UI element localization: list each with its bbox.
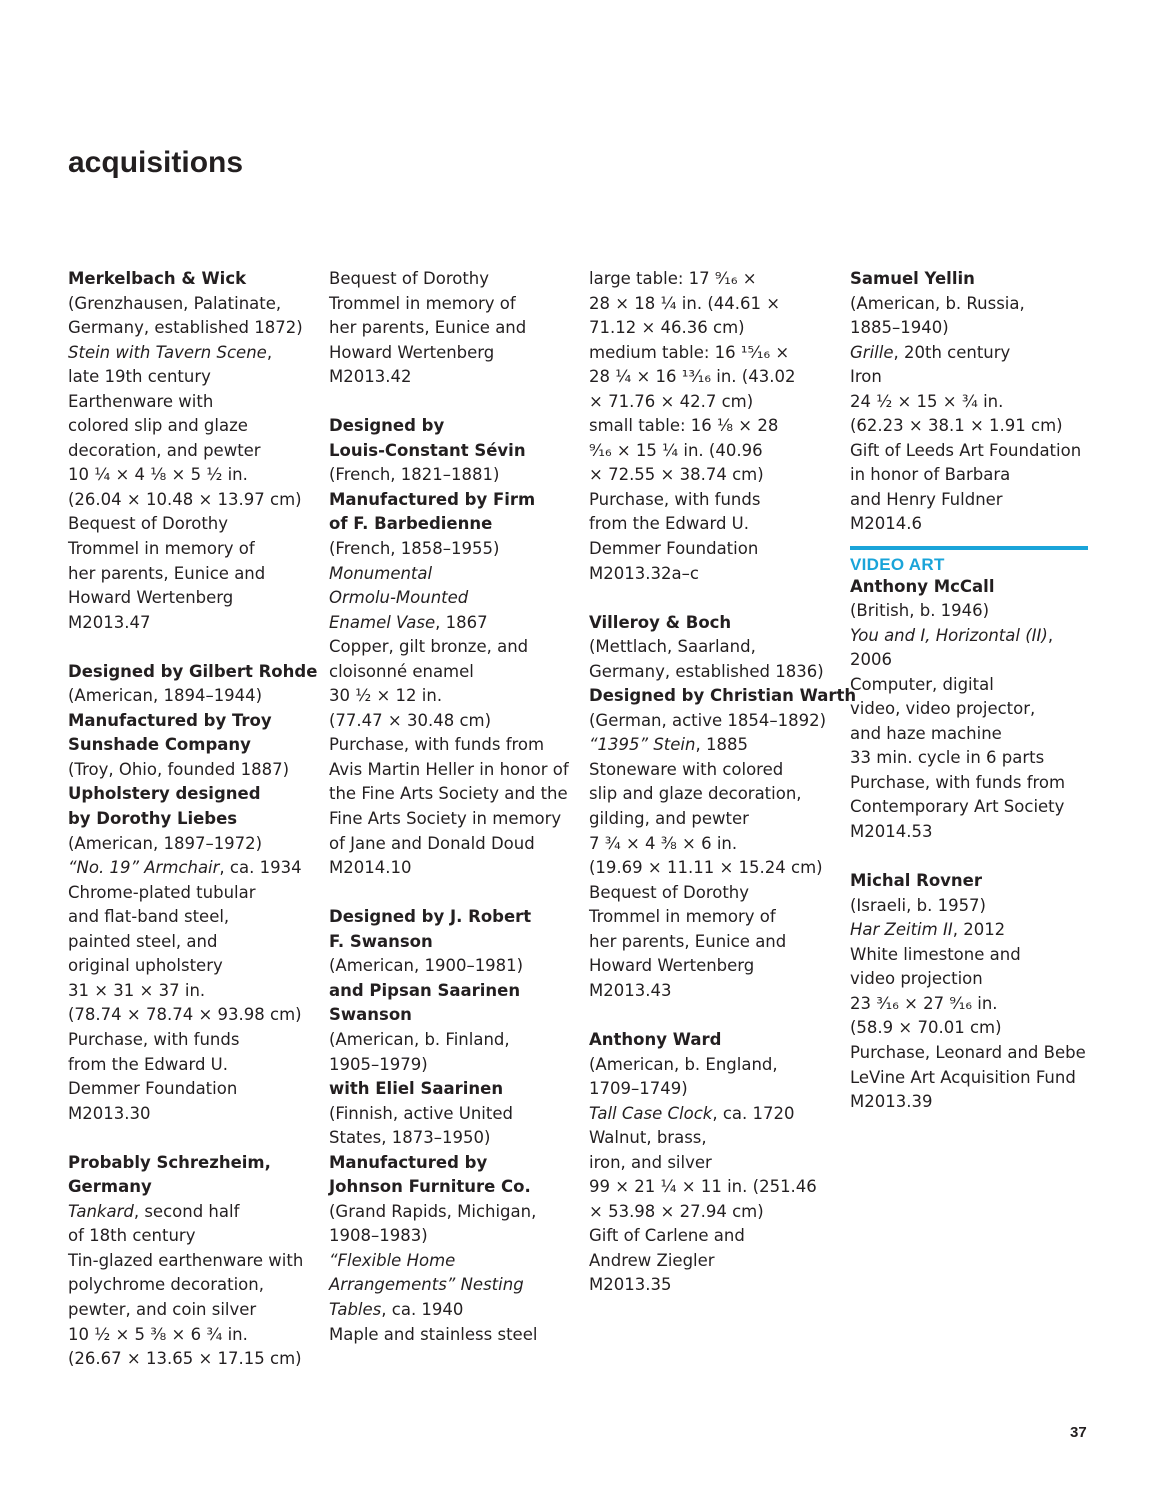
entry-line: (62.23 × 38.1 × 1.91 cm) bbox=[850, 416, 1063, 436]
entry-text: , second half bbox=[133, 1201, 240, 1221]
entry-line: Avis Martin Heller in honor of bbox=[329, 759, 569, 779]
entry-line: (American, b. Russia, bbox=[850, 293, 1025, 313]
entry-line: from the Edward U. bbox=[589, 514, 750, 534]
entry-line: of Jane and Donald Doud bbox=[329, 833, 535, 853]
entry-maker: Manufactured by Firm bbox=[329, 489, 536, 509]
artwork-title: Enamel Vase bbox=[329, 612, 436, 632]
entry-line: (26.04 × 10.48 × 13.97 cm) bbox=[68, 489, 302, 509]
entry-text: , ca. 1934 bbox=[219, 858, 302, 878]
entry-line: Howard Wertenberg bbox=[589, 956, 755, 976]
entry-spacer bbox=[589, 1003, 835, 1028]
entry-text: , 20th century bbox=[893, 342, 1011, 362]
entry-maker: F. Swanson bbox=[329, 931, 433, 951]
entry-line: Purchase, with funds bbox=[589, 489, 761, 509]
entry-line: Bequest of Dorothy bbox=[329, 269, 490, 288]
entry-spacer bbox=[850, 845, 1088, 870]
entry-line: (Grenzhausen, Palatinate, bbox=[68, 293, 282, 313]
entry-line: polychrome decoration, bbox=[68, 1275, 264, 1295]
entry-line: from the Edward U. bbox=[68, 1054, 229, 1074]
entry-line: Gift of Leeds Art Foundation bbox=[850, 440, 1082, 460]
entry-line bbox=[589, 733, 835, 758]
entry-line: (American, 1897–1972) bbox=[68, 833, 263, 853]
entry-maker: Louis-Constant Sévin bbox=[329, 440, 526, 460]
entry-text: , 2012 bbox=[952, 920, 1006, 940]
entry-text: , bbox=[266, 342, 273, 362]
entry-maker: Manufactured by Troy bbox=[68, 710, 272, 730]
entry-line: Germany, established 1836) bbox=[589, 661, 824, 681]
entry-line: Gift of Carlene and bbox=[589, 1226, 745, 1246]
entry-line: and flat-band steel, bbox=[68, 907, 230, 927]
entry-maker: Designed by J. Robert bbox=[329, 907, 532, 927]
entry-spacer bbox=[68, 1126, 314, 1151]
entry-line: slip and glaze decoration, bbox=[589, 784, 802, 804]
entry-line: colored slip and glaze bbox=[68, 416, 248, 436]
entry-line: 23 ³⁄₁₆ × 27 ⁹⁄₁₆ in. bbox=[850, 993, 998, 1013]
entry-line: cloisonné enamel bbox=[329, 661, 474, 681]
entry-line: medium table: 16 ¹⁵⁄₁₆ × bbox=[589, 342, 790, 362]
entry-line: × 72.55 × 38.74 cm) bbox=[589, 465, 764, 485]
entry-line: (American, 1900–1981) bbox=[329, 956, 524, 976]
entry-line: M2014.53 bbox=[850, 822, 933, 842]
artwork-title: Har Zeitim II bbox=[850, 920, 953, 940]
artwork-title: Monumental bbox=[329, 563, 433, 583]
entry-maker: with Eliel Saarinen bbox=[329, 1079, 504, 1099]
entry-line: Germany, established 1872) bbox=[68, 318, 303, 338]
entry-line: (58.9 × 70.01 cm) bbox=[850, 1018, 1002, 1038]
entry-line: 30 ½ × 12 in. bbox=[329, 686, 443, 706]
section-heading: VIDEO ART bbox=[850, 555, 945, 575]
entry-line bbox=[850, 918, 1088, 943]
entry-line: M2013.30 bbox=[68, 1103, 151, 1123]
entry-line: Purchase, with funds from bbox=[329, 735, 545, 755]
entry-maker: Germany bbox=[68, 1177, 152, 1197]
entry-line bbox=[68, 341, 314, 366]
entry-line: video projection bbox=[850, 969, 983, 989]
entry-line: 1908–1983) bbox=[329, 1226, 428, 1246]
entry-maker: Probably Schrezheim, bbox=[68, 1152, 271, 1172]
entry-line: Trommel in memory of bbox=[68, 539, 255, 559]
entry-line: (Israeli, b. 1957) bbox=[850, 895, 986, 915]
entry-line: Demmer Foundation bbox=[68, 1079, 238, 1099]
entry-line: original upholstery bbox=[68, 956, 223, 976]
entry-line: (American, b. Finland, bbox=[329, 1029, 510, 1049]
entry-text: , bbox=[1047, 625, 1054, 645]
entry-line: (British, b. 1946) bbox=[850, 601, 990, 621]
entry-line: ⁹⁄₁₆ × 15 ¼ in. (40.96 bbox=[589, 440, 763, 460]
entry-line bbox=[850, 341, 1088, 366]
entry-line: and haze machine bbox=[850, 723, 1002, 743]
entry-maker: Upholstery designed bbox=[68, 784, 261, 804]
artwork-title: “Flexible Home bbox=[329, 1250, 456, 1270]
entry-line: LeVine Art Acquisition Fund bbox=[850, 1067, 1076, 1087]
entry-line: 1885–1940) bbox=[850, 318, 949, 338]
entry-line: Howard Wertenberg bbox=[68, 588, 234, 608]
entry-line: (Finnish, active United bbox=[329, 1103, 513, 1123]
entry-line bbox=[850, 624, 1088, 649]
entry-spacer bbox=[329, 881, 575, 906]
entry-maker: Swanson bbox=[329, 1005, 412, 1025]
entry-spacer bbox=[589, 586, 835, 611]
entry-line: the Fine Arts Society and the bbox=[329, 784, 568, 804]
entry-line: decoration, and pewter bbox=[68, 440, 261, 460]
artwork-title: Arrangements” Nesting bbox=[329, 1275, 524, 1295]
column-2 bbox=[329, 267, 575, 1347]
entry-line: of 18th century bbox=[68, 1226, 196, 1246]
entry-line: and Henry Fuldner bbox=[850, 489, 1003, 509]
entry-line: (French, 1821–1881) bbox=[329, 465, 500, 485]
entry-maker: Designed by Gilbert Rohde bbox=[68, 661, 318, 681]
entry-line: Copper, gilt bronze, and bbox=[329, 637, 529, 657]
page-number: 37 bbox=[1070, 1424, 1087, 1441]
entry-line: (78.74 × 78.74 × 93.98 cm) bbox=[68, 1005, 302, 1025]
entry-maker: Villeroy & Boch bbox=[589, 612, 732, 632]
entry-maker: Anthony McCall bbox=[850, 576, 995, 596]
entry-line bbox=[68, 856, 314, 881]
entry-line: 28 ¼ × 16 ¹³⁄₁₆ in. (43.02 bbox=[589, 367, 796, 387]
entry-line bbox=[329, 1298, 575, 1323]
entry-line: Earthenware with bbox=[68, 391, 214, 411]
entry-text: , 1885 bbox=[695, 735, 748, 755]
page-title: acquisitions bbox=[68, 146, 244, 179]
entry-text: , 1867 bbox=[435, 612, 488, 632]
entry-maker: Merkelbach & Wick bbox=[68, 269, 247, 288]
entry-line: Walnut, brass, bbox=[589, 1128, 707, 1148]
entry-line bbox=[589, 1102, 835, 1127]
artwork-title: You and I, Horizontal (II) bbox=[850, 625, 1048, 645]
artwork-title: “1395” Stein bbox=[589, 735, 696, 755]
entry-line: Purchase, with funds from bbox=[850, 772, 1066, 792]
entry-line: Tin-glazed earthenware with bbox=[68, 1250, 304, 1270]
entry-maker: of F. Barbedienne bbox=[329, 514, 493, 534]
entry-line: iron, and silver bbox=[589, 1152, 712, 1172]
entry-line: Bequest of Dorothy bbox=[589, 882, 750, 902]
entry-line: 10 ¼ × 4 ⅛ × 5 ½ in. bbox=[68, 465, 248, 485]
entry-line: pewter, and coin silver bbox=[68, 1299, 257, 1319]
artwork-title: Tall Case Clock bbox=[589, 1103, 713, 1123]
entry-line: (Mettlach, Saarland, bbox=[589, 637, 756, 657]
entry-line: (American, b. England, bbox=[589, 1054, 778, 1074]
artwork-title: Tankard bbox=[68, 1201, 134, 1221]
entry-line: (German, active 1854–1892) bbox=[589, 710, 827, 730]
entry-line: (77.47 × 30.48 cm) bbox=[329, 710, 492, 730]
entry-line: 1905–1979) bbox=[329, 1054, 428, 1074]
entry-line: gilding, and pewter bbox=[589, 809, 749, 829]
artwork-title: Ormolu-Mounted bbox=[329, 588, 469, 608]
entry-line: 7 ¾ × 4 ⅜ × 6 in. bbox=[589, 833, 738, 853]
entry-line: her parents, Eunice and bbox=[329, 318, 527, 338]
entry-line: painted steel, and bbox=[68, 931, 218, 951]
entry-maker: by Dorothy Liebes bbox=[68, 809, 238, 829]
entry-line: Trommel in memory of bbox=[589, 907, 776, 927]
entry-line: 1709–1749) bbox=[589, 1079, 688, 1099]
entry-line: M2014.6 bbox=[850, 514, 922, 534]
entry-maker: Designed by bbox=[329, 416, 445, 436]
column-3 bbox=[589, 267, 857, 1298]
entry-maker: Designed by Christian Warth bbox=[589, 686, 857, 706]
entry-line: Chrome-plated tubular bbox=[68, 882, 256, 902]
entry-line: 31 × 31 × 37 in. bbox=[68, 980, 206, 1000]
entry-line: M2014.10 bbox=[329, 858, 412, 878]
entry-line: (19.69 × 11.11 × 15.24 cm) bbox=[589, 858, 823, 878]
entry-line: States, 1873–1950) bbox=[329, 1128, 491, 1148]
entry-line: Contemporary Art Society bbox=[850, 797, 1065, 817]
entry-line: M2013.47 bbox=[68, 612, 151, 632]
entry-line: M2013.32a–c bbox=[589, 563, 699, 583]
entry-line: (American, 1894–1944) bbox=[68, 686, 263, 706]
entry-line: her parents, Eunice and bbox=[589, 931, 787, 951]
artwork-title: Stein with Tavern Scene bbox=[68, 342, 267, 362]
entry-line: × 53.98 × 27.94 cm) bbox=[589, 1201, 764, 1221]
entry-line: in honor of Barbara bbox=[850, 465, 1011, 485]
entry-line: (French, 1858–1955) bbox=[329, 539, 500, 559]
entry-maker: and Pipsan Saarinen bbox=[329, 980, 521, 1000]
entry-line: M2013.35 bbox=[589, 1275, 672, 1295]
entry-line: White limestone and bbox=[850, 944, 1021, 964]
entry-line: Trommel in memory of bbox=[329, 293, 516, 313]
entry-line: (26.67 × 13.65 × 17.15 cm) bbox=[68, 1349, 302, 1369]
entry-maker: Anthony Ward bbox=[589, 1029, 722, 1049]
artwork-title: Tables bbox=[329, 1299, 382, 1319]
entry-line: 33 min. cycle in 6 parts bbox=[850, 748, 1045, 768]
entry-line: Maple and stainless steel bbox=[329, 1324, 538, 1344]
entry-line: small table: 16 ⅛ × 28 bbox=[589, 416, 779, 436]
entry-line: M2013.43 bbox=[589, 980, 672, 1000]
column-4 bbox=[850, 267, 1088, 1115]
entry-spacer bbox=[68, 635, 314, 660]
entry-line: Purchase, Leonard and Bebe bbox=[850, 1042, 1086, 1062]
artwork-title: Grille bbox=[850, 342, 894, 362]
entry-line: Purchase, with funds bbox=[68, 1029, 240, 1049]
entry-line: 71.12 × 46.36 cm) bbox=[589, 318, 745, 338]
entry-line: Iron bbox=[850, 367, 882, 387]
entry-line bbox=[68, 1200, 314, 1225]
entry-maker: Manufactured by bbox=[329, 1152, 488, 1172]
entry-line: (Troy, Ohio, founded 1887) bbox=[68, 759, 290, 779]
entry-line: 28 × 18 ¼ in. (44.61 × bbox=[589, 293, 781, 313]
entry-line: 10 ½ × 5 ⅜ × 6 ¾ in. bbox=[68, 1324, 248, 1344]
entry-line: Demmer Foundation bbox=[589, 539, 759, 559]
entry-line: Fine Arts Society in memory bbox=[329, 809, 562, 829]
entry-line: 99 × 21 ¼ × 11 in. (251.46 bbox=[589, 1177, 817, 1197]
entry-line: video, video projector, bbox=[850, 699, 1036, 719]
entry-line: M2013.39 bbox=[850, 1092, 933, 1112]
entry-line: Stoneware with colored bbox=[589, 759, 784, 779]
column-1 bbox=[68, 267, 318, 1372]
entry-line: Andrew Ziegler bbox=[589, 1250, 715, 1270]
entry-line: × 71.76 × 42.7 cm) bbox=[589, 391, 754, 411]
entry-line: large table: 17 ⁹⁄₁₆ × bbox=[589, 269, 757, 288]
entry-maker: Sunshade Company bbox=[68, 735, 251, 755]
entry-maker: Samuel Yellin bbox=[850, 269, 975, 288]
entry-line: 2006 bbox=[850, 650, 892, 670]
entry-line: late 19th century bbox=[68, 367, 211, 387]
entry-text: , ca. 1940 bbox=[381, 1299, 464, 1319]
entry-maker: Johnson Furniture Co. bbox=[329, 1177, 531, 1197]
entry-line: 24 ½ × 15 × ¾ in. bbox=[850, 391, 1004, 411]
entry-line: Bequest of Dorothy bbox=[68, 514, 229, 534]
entry-line bbox=[329, 611, 575, 636]
entry-line: Howard Wertenberg bbox=[329, 342, 495, 362]
entry-maker: Michal Rovner bbox=[850, 871, 983, 891]
entry-text: , ca. 1720 bbox=[712, 1103, 795, 1123]
entry-line: M2013.42 bbox=[329, 367, 412, 387]
entry-line: her parents, Eunice and bbox=[68, 563, 266, 583]
entry-line: (Grand Rapids, Michigan, bbox=[329, 1201, 537, 1221]
entry-spacer bbox=[329, 390, 575, 415]
entry-line: Computer, digital bbox=[850, 674, 994, 694]
artwork-title: “No. 19” Armchair bbox=[68, 858, 220, 878]
